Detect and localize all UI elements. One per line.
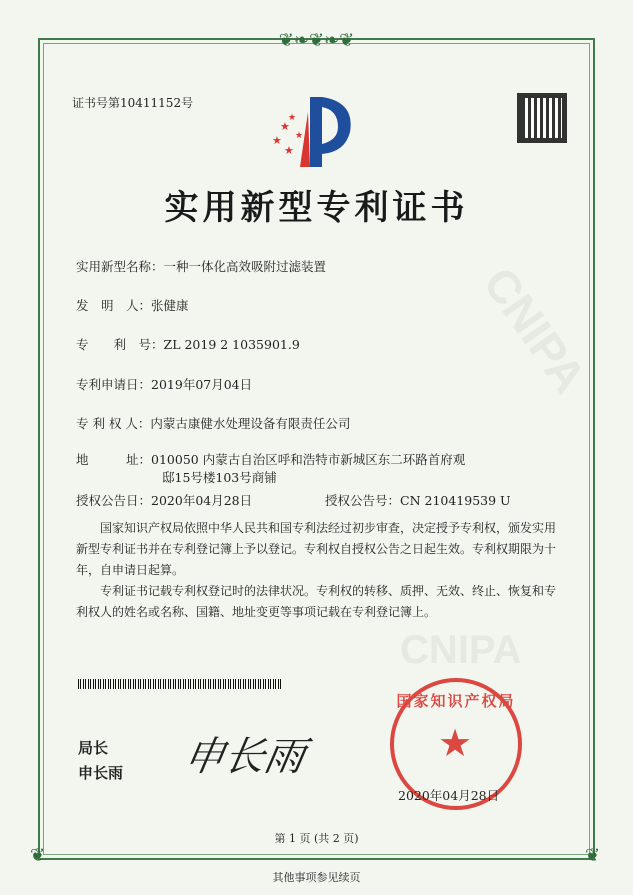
field-announcement-number xyxy=(325,492,511,510)
svg-text:★: ★ xyxy=(280,120,290,133)
field-patentee xyxy=(76,415,350,433)
field-label: 发 明 人： xyxy=(76,298,152,313)
field-address xyxy=(76,451,465,487)
svg-text:★: ★ xyxy=(284,144,294,157)
statement-paragraph: 国家知识产权局依照中华人民共和国专利法经过初步审查，决定授予专利权，颁发实用新型专利证书并在专利登记簿上予以登记。专利权自授权公告之日起生效。专利权期限为十年，自申请日起算。 xyxy=(76,521,557,577)
field-value: 张健康 xyxy=(151,298,189,313)
field-label: 地 址： xyxy=(76,452,152,467)
field-label: 专 利 号： xyxy=(76,337,164,352)
seal-date: 2020年04月28日 xyxy=(398,788,500,803)
field-value: CN 210419539 U xyxy=(400,493,511,508)
svg-text:★: ★ xyxy=(272,134,282,147)
field-inventor xyxy=(76,297,189,315)
field-label: 授权公告日： xyxy=(76,493,152,508)
qr-code xyxy=(517,93,567,143)
barcode xyxy=(78,679,283,689)
field-label: 专利申请日： xyxy=(76,377,152,392)
svg-text:★: ★ xyxy=(295,131,304,141)
watermark: CNIPA xyxy=(473,257,597,403)
field-value: 邸15号楼103号商铺 xyxy=(162,470,277,485)
certificate-number: 证书号第10411152号 xyxy=(72,96,194,110)
field-value: ZL 2019 2 1035901.9 xyxy=(163,337,300,352)
field-value: 2019年07月04日 xyxy=(151,377,253,392)
watermark: CNIPA xyxy=(400,628,522,672)
continuation-note: 其他事项参见续页 xyxy=(272,871,361,884)
field-value: 010050 内蒙古自治区呼和浩特市新城区东二环路首府观 xyxy=(151,452,466,467)
field-value: 内蒙古康健水处理设备有限责任公司 xyxy=(150,416,351,431)
cnipa-logo xyxy=(270,92,360,172)
national-emblem-icon: ★ xyxy=(438,721,473,765)
top-ornament: ❦❧❦❧❦ xyxy=(278,30,355,51)
signature: 申长雨 xyxy=(180,734,309,780)
field-grant-date xyxy=(76,492,252,510)
certificate-title: 实用新型专利证书 xyxy=(164,188,469,228)
page-indicator: 第 1 页 (共 2 页) xyxy=(274,832,359,845)
field-label: 实用新型名称： xyxy=(76,259,164,274)
field-label: 专 利 权 人： xyxy=(76,416,151,431)
field-value: 一种一体化高效吸附过滤装置 xyxy=(163,259,327,274)
corner-ornament: ❦ xyxy=(585,845,601,866)
field-label: 授权公告号： xyxy=(325,493,401,508)
director-title: 局长 xyxy=(78,739,109,757)
field-value: 2020年04月28日 xyxy=(151,493,253,508)
field-application-date xyxy=(76,376,252,394)
field-name xyxy=(76,258,326,276)
corner-ornament: ❦ xyxy=(30,845,46,866)
field-patent-number xyxy=(76,336,300,354)
svg-text:★: ★ xyxy=(288,113,297,123)
seal-text: 国家知识产权局 xyxy=(396,692,516,710)
director-name: 申长雨 xyxy=(78,764,124,782)
statement-paragraph: 专利证书记载专利权登记时的法律状况。专利权的转移、质押、无效、终止、恢复和专利权人的姓名或名称、国籍、地址变更等事项记载在专利登记簿上。 xyxy=(76,584,557,619)
